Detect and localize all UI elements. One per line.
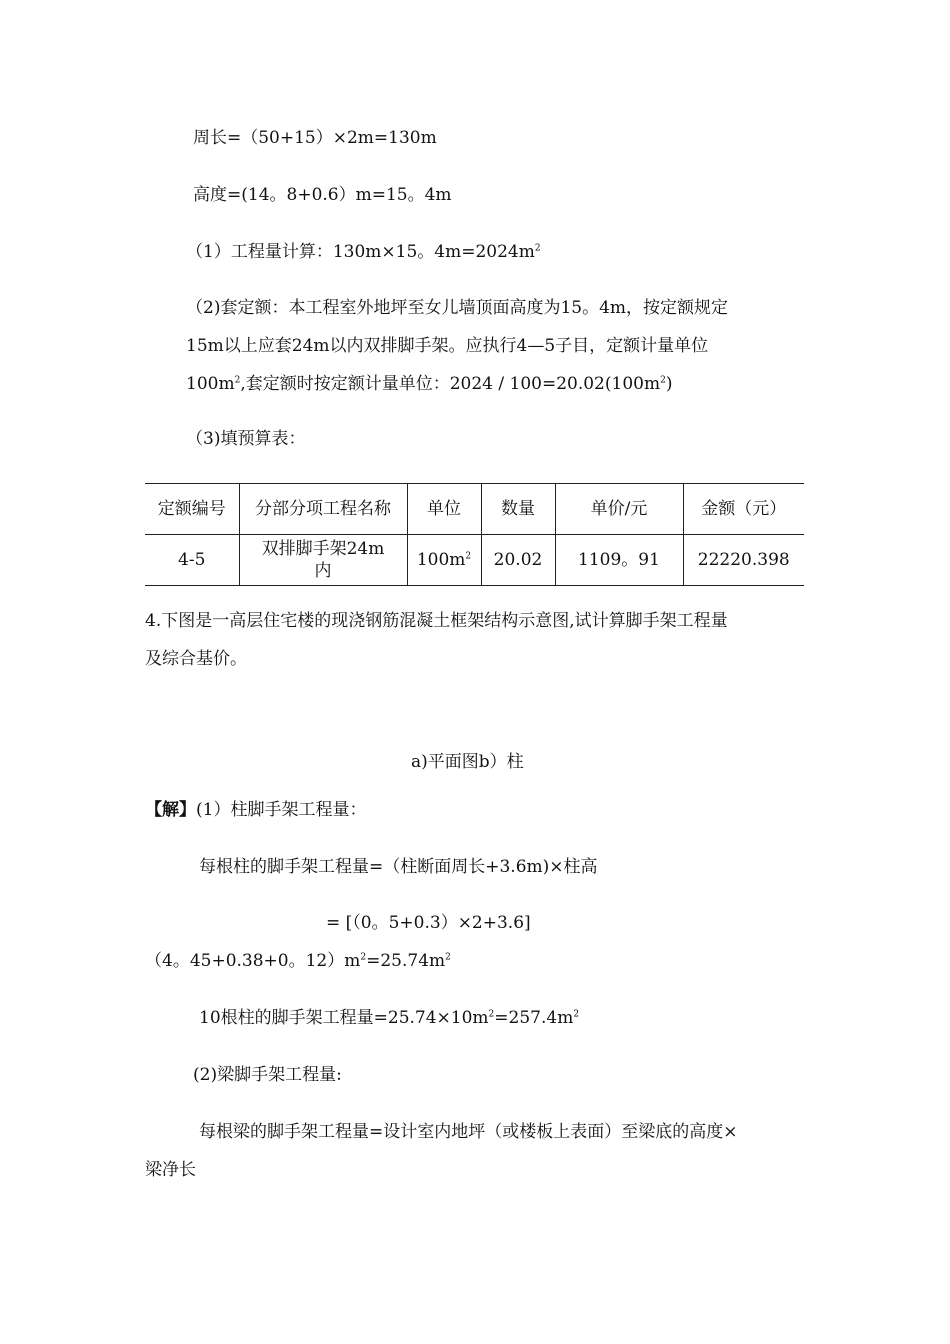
quota-line-3-a: 100m xyxy=(186,374,235,394)
superscript: 2 xyxy=(573,1009,580,1020)
quantity-calc-text: （1）工程量计算：130m×15。4m=2024m xyxy=(186,242,535,262)
superscript: 2 xyxy=(465,551,472,562)
cell-unit-text: 100m xyxy=(416,550,466,570)
superscript: 2 xyxy=(534,243,541,254)
quota-line-3-c: ) xyxy=(665,374,673,394)
solution-bracket: 【解】 xyxy=(145,800,196,820)
quota-line-2: 15m以上应套24m以内双排脚手架。应执行4—5子目，定额计量单位 xyxy=(186,336,709,356)
beam-formula-line-1: 每根梁的脚手架工程量=设计室内地坪（或楼板上表面）至梁底的高度× xyxy=(199,1122,738,1142)
quantity-calc-line xyxy=(186,242,541,262)
header-unit-price: 单价/元 xyxy=(555,484,683,535)
problem-4-line-2: 及综合基价。 xyxy=(145,649,247,669)
fill-table-line: （3)填预算表： xyxy=(186,429,306,449)
cell-item-name: 双排脚手架24m内 xyxy=(239,535,407,586)
figure-caption: a)平面图b）柱 xyxy=(411,752,524,772)
perimeter-line: 周长=（50+15）×2m=130m xyxy=(193,128,437,148)
quota-line-3-b: ,套定额时按定额计量单位：2024 / 100=20.02(100m xyxy=(240,374,661,394)
header-amount: 金额（元） xyxy=(683,484,804,535)
superscript: 2 xyxy=(488,1009,495,1020)
header-quantity: 数量 xyxy=(481,484,555,535)
quota-line-3 xyxy=(186,374,672,394)
table-header-row xyxy=(145,484,804,535)
ten-columns-a: 10根柱的脚手架工程量=25.74×10m xyxy=(199,1008,489,1028)
beam-heading: (2)梁脚手架工程量: xyxy=(193,1065,342,1085)
header-unit: 单位 xyxy=(407,484,481,535)
budget-table xyxy=(145,483,804,586)
table-row xyxy=(145,535,804,586)
column-expand-line: = [（0。5+0.3）×2+3.6] xyxy=(326,913,531,933)
cell-unit xyxy=(407,535,481,586)
problem-4-line-1: 4.下图是一高层住宅楼的现浇钢筋混凝土框架结构示意图,试计算脚手架工程量 xyxy=(145,611,728,631)
solution-heading xyxy=(145,800,366,820)
solution-column-head: (1）柱脚手架工程量： xyxy=(196,800,367,820)
superscript: 2 xyxy=(234,375,241,386)
ten-columns-line xyxy=(199,1008,579,1028)
superscript: 2 xyxy=(660,375,666,386)
ten-columns-b: =257.4m xyxy=(494,1008,574,1028)
header-quota-code: 定额编号 xyxy=(145,484,239,535)
column-result-b: =25.74m xyxy=(366,951,446,971)
beam-formula-line-2: 梁净长 xyxy=(145,1160,196,1180)
cell-quota-code: 4-5 xyxy=(145,535,239,586)
superscript: 2 xyxy=(445,952,451,963)
column-result-line xyxy=(145,951,451,971)
cell-unit-price: 1109。91 xyxy=(555,535,683,586)
column-formula-line: 每根柱的脚手架工程量=（柱断面周长+3.6m)×柱高 xyxy=(199,857,598,877)
height-line: 高度=(14。8+0.6）m=15。4m xyxy=(193,185,452,205)
column-result-a: （4。45+0.38+0。12）m xyxy=(145,951,361,971)
cell-amount: 22220.398 xyxy=(683,535,804,586)
quota-line-1: （2)套定额：本工程室外地坪至女儿墙顶面高度为15。4m，按定额规定 xyxy=(186,298,729,318)
cell-quantity: 20.02 xyxy=(481,535,555,586)
header-item-name: 分部分项工程名称 xyxy=(239,484,407,535)
superscript: 2 xyxy=(360,952,367,963)
